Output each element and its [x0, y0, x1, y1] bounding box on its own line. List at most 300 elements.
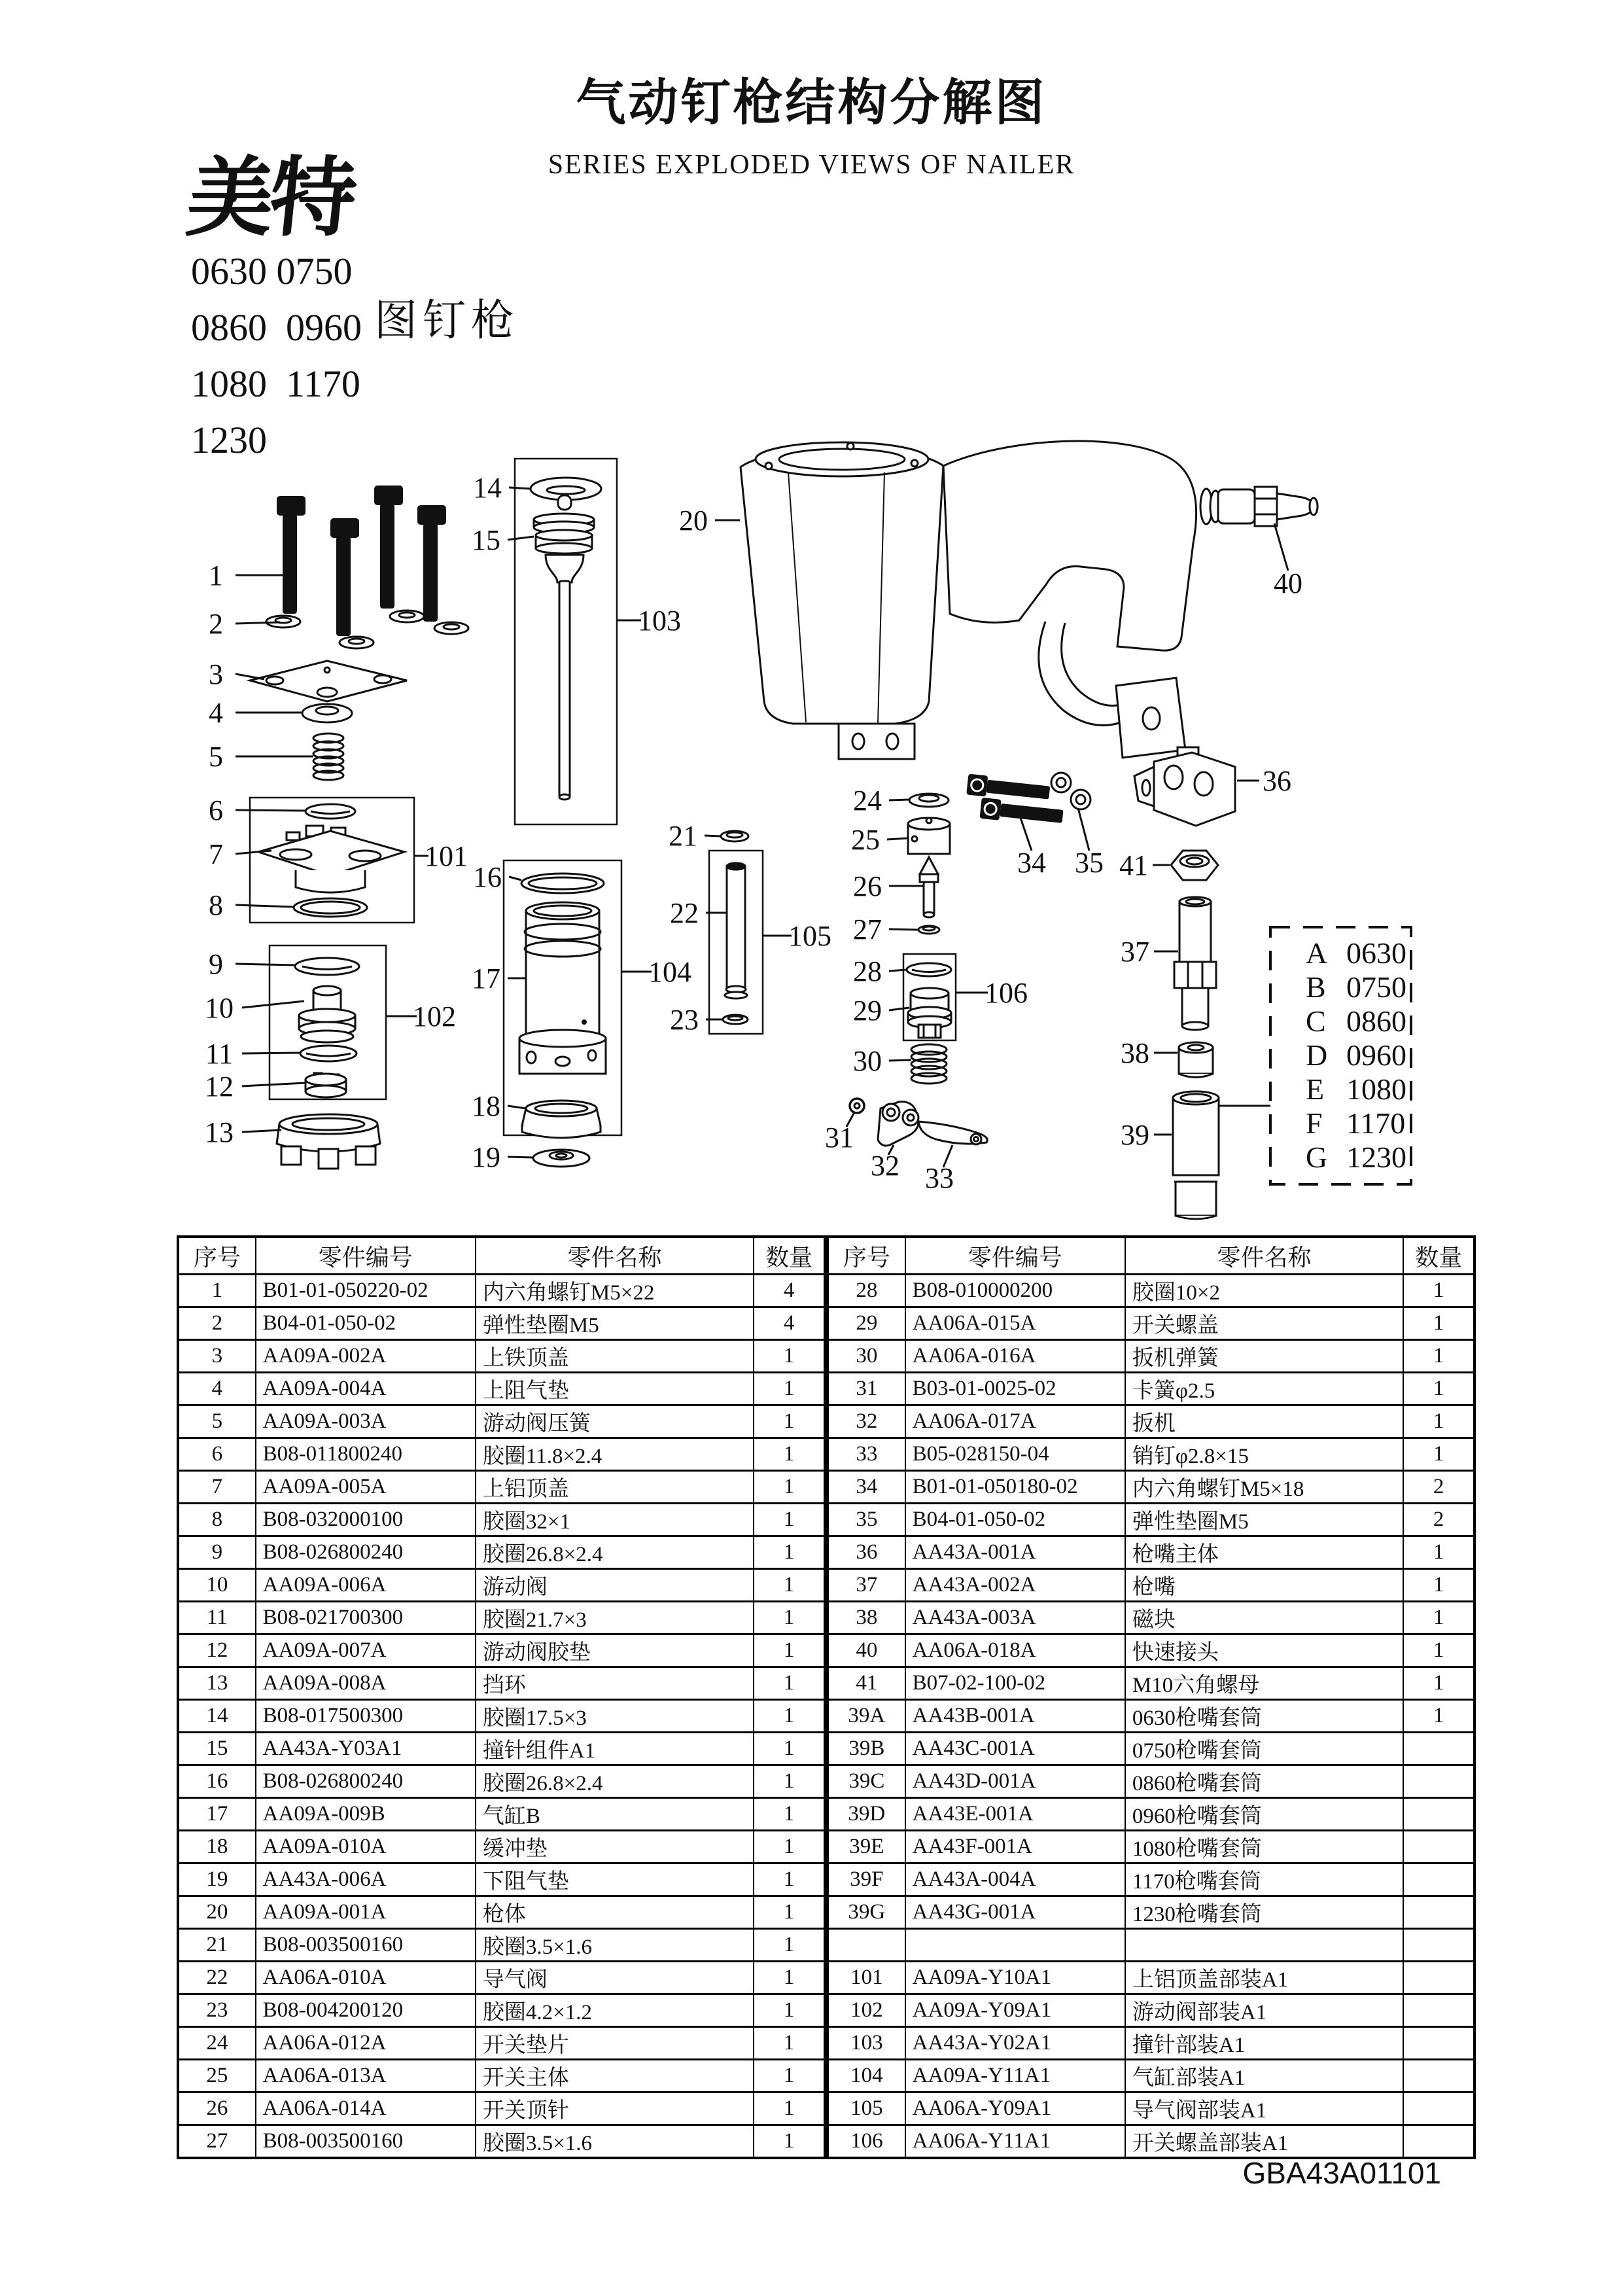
table-cell: 枪嘴主体: [1125, 1536, 1403, 1569]
table-cell: 1: [754, 1373, 825, 1405]
table-cell: 1: [754, 1765, 825, 1798]
table-cell: 导气阀部装A1: [1125, 2093, 1403, 2125]
callout-number: 21: [669, 820, 697, 852]
table-row: [828, 2027, 1475, 2060]
table-cell: M10六角螺母: [1125, 1667, 1403, 1700]
table-row: [178, 1536, 825, 1569]
table-row: [828, 1863, 1475, 1896]
table-cell: 11: [178, 1602, 256, 1634]
table-cell: 1: [754, 1340, 825, 1373]
callout-number: 6: [209, 794, 223, 826]
part-nozzle: [1174, 897, 1216, 1030]
table-cell: 21: [178, 1929, 256, 1962]
callout-number: 103: [638, 605, 681, 637]
callout-number: 1: [209, 559, 223, 592]
table-cell: [828, 1929, 905, 1962]
table-cell: 磁块: [1125, 1602, 1403, 1634]
table-cell: 1: [754, 2027, 825, 2060]
table-cell: 16: [178, 1765, 256, 1798]
table-cell: 1: [754, 1700, 825, 1733]
table-cell: 开关主体: [476, 2060, 754, 2093]
table-cell: 7: [178, 1471, 256, 1504]
table-cell: 39E: [828, 1831, 905, 1863]
table-cell: 1: [178, 1275, 256, 1307]
table-cell: [1403, 1962, 1475, 1994]
part-trigger-spring: [911, 1044, 947, 1084]
legend-model: 1230: [1346, 1140, 1406, 1174]
table-cell: AA43A-006A: [256, 1863, 476, 1896]
table-cell: AA09A-004A: [256, 1373, 476, 1405]
table-row: [178, 1798, 825, 1831]
table-cell: 游动阀胶垫: [476, 1634, 754, 1667]
table-row: [828, 1765, 1475, 1798]
legend-letter: A: [1306, 936, 1328, 970]
table-cell: B01-01-050220-02: [256, 1275, 476, 1307]
table-cell: 13: [178, 1667, 256, 1700]
callout-number: 33: [925, 1162, 954, 1194]
table-cell: 1: [754, 2125, 825, 2159]
table-row: [828, 1733, 1475, 1765]
page-subtitle: SERIES EXPLODED VIEWS OF NAILER: [548, 150, 1075, 180]
part-oring-21: [721, 831, 748, 841]
leader-line: [508, 1106, 526, 1108]
table-row: [178, 1733, 825, 1765]
leader-line: [236, 964, 296, 965]
leader-line: [236, 905, 294, 907]
table-row: [828, 1798, 1475, 1831]
table-cell: 扳机弹簧: [1125, 1340, 1403, 1373]
callout-number: 27: [853, 913, 882, 945]
table-row: [828, 2093, 1475, 2125]
table-cell: [1403, 2093, 1475, 2125]
table-cell: 1: [754, 1831, 825, 1863]
parts-table: [177, 1235, 1476, 2155]
table-cell: AA06A-013A: [256, 2060, 476, 2093]
callout-number: 5: [209, 741, 223, 773]
table-cell: [1403, 1896, 1475, 1929]
table-cell: 1: [754, 1504, 825, 1536]
table-row: [828, 1373, 1475, 1405]
table-cell: 101: [828, 1962, 905, 1994]
callout-number: 3: [209, 658, 223, 690]
table-row: [828, 1634, 1475, 1667]
table-cell: 1: [754, 1733, 825, 1765]
table-cell: 上铝顶盖: [476, 1471, 754, 1504]
model-number: 1230: [191, 419, 267, 461]
table-cell: 弹性垫圈M5: [476, 1307, 754, 1340]
table-cell: 1: [1403, 1307, 1475, 1340]
legend-model: 0860: [1346, 1004, 1406, 1038]
table-cell: 缓冲垫: [476, 1831, 754, 1863]
table-row: [178, 1863, 825, 1896]
table-row: [828, 2060, 1475, 2093]
callout-number: 20: [679, 504, 708, 537]
table-cell: 1: [1403, 1569, 1475, 1602]
legend-letter: G: [1306, 1140, 1328, 1174]
table-cell: [1403, 1994, 1475, 2027]
table-cell: AA06A-016A: [905, 1340, 1125, 1373]
table-cell: 8: [178, 1504, 256, 1536]
table-row: [178, 1569, 825, 1602]
table-cell: B08-017500300: [256, 1700, 476, 1733]
part-pin-lever: [918, 1122, 987, 1144]
table-row: [178, 1765, 825, 1798]
part-cylinder: [519, 902, 606, 1074]
column-header: 零件名称: [476, 1237, 754, 1275]
callout-number: 28: [853, 955, 882, 987]
table-cell: B08-021700300: [256, 1602, 476, 1634]
part-switch-pin: [920, 857, 938, 917]
table-cell: 1: [754, 1438, 825, 1471]
table-row: [828, 1438, 1475, 1471]
table-cell: 1: [754, 1569, 825, 1602]
part-retaining-ring: [277, 1114, 380, 1169]
table-cell: 15: [178, 1733, 256, 1765]
table-cell: B08-004200120: [256, 1994, 476, 2027]
callout-number: 38: [1121, 1037, 1149, 1069]
table-row: [178, 1634, 825, 1667]
table-cell: 38: [828, 1602, 905, 1634]
callout-number: 7: [209, 838, 223, 870]
part-oring-9: [295, 958, 359, 975]
callout-number: 29: [853, 995, 882, 1027]
part-trigger: [878, 1102, 918, 1146]
table-cell: 22: [178, 1962, 256, 1994]
table-cell: 1: [754, 1602, 825, 1634]
table-cell: 卡簧φ2.5: [1125, 1373, 1403, 1405]
table-cell: 3: [178, 1340, 256, 1373]
leader-line: [242, 1001, 304, 1008]
callout-number: 16: [473, 861, 502, 893]
table-cell: 1: [754, 1471, 825, 1504]
table-cell: 10: [178, 1569, 256, 1602]
table-cell: 32: [828, 1405, 905, 1438]
table-cell: [1403, 1831, 1475, 1863]
table-cell: 导气阀: [476, 1962, 754, 1994]
table-row: [178, 1307, 825, 1340]
part-valve-rubber-pad: [305, 1073, 346, 1097]
table-cell: 39F: [828, 1863, 905, 1896]
table-cell: 1230枪嘴套筒: [1125, 1896, 1403, 1929]
table-cell: B08-003500160: [256, 1929, 476, 1962]
table-cell: 销钉φ2.8×15: [1125, 1438, 1403, 1471]
callout-number: 39: [1121, 1119, 1149, 1151]
table-cell: 胶圈32×1: [476, 1504, 754, 1536]
table-cell: 气缸部装A1: [1125, 2060, 1403, 2093]
parts-table-right: [826, 1235, 1476, 2159]
table-cell: 气缸B: [476, 1798, 754, 1831]
table-cell: 下阻气垫: [476, 1863, 754, 1896]
column-header: 数量: [1403, 1237, 1475, 1275]
table-cell: 内六角螺钉M5×22: [476, 1275, 754, 1307]
table-cell: 1: [754, 1634, 825, 1667]
model-number: 0860 0960: [191, 306, 362, 349]
part-upper-air-pad: [302, 704, 352, 722]
table-row: [178, 1896, 825, 1929]
table-cell: AA43A-004A: [905, 1863, 1125, 1896]
table-cell: B08-011800240: [256, 1438, 476, 1471]
table-cell: AA43A-001A: [905, 1536, 1125, 1569]
table-cell: AA43A-002A: [905, 1569, 1125, 1602]
legend-model: 0960: [1346, 1038, 1406, 1072]
column-header: 数量: [754, 1237, 825, 1275]
column-header: 零件名称: [1125, 1237, 1403, 1275]
table-row: [828, 1700, 1475, 1733]
table-cell: 31: [828, 1373, 905, 1405]
table-cell: AA09A-Y11A1: [905, 2060, 1125, 2093]
leader-line: [508, 537, 534, 540]
part-aluminum-top-cover: [258, 826, 404, 892]
table-cell: 1: [754, 1798, 825, 1831]
table-cell: 19: [178, 1863, 256, 1896]
part-spring-washers: [266, 610, 468, 648]
table-cell: AA43A-Y02A1: [905, 2027, 1125, 2060]
table-cell: 5: [178, 1405, 256, 1438]
table-row: [178, 1602, 825, 1634]
table-cell: [1403, 2125, 1475, 2159]
table-cell: 枪嘴: [1125, 1569, 1403, 1602]
table-row: [828, 1504, 1475, 1536]
table-cell: AA43E-001A: [905, 1798, 1125, 1831]
table-cell: [1403, 2060, 1475, 2093]
table-cell: B05-028150-04: [905, 1438, 1125, 1471]
table-cell: 25: [178, 2060, 256, 2093]
table-cell: 1: [1403, 1373, 1475, 1405]
table-cell: 17: [178, 1798, 256, 1831]
legend-letter: B: [1306, 970, 1326, 1004]
table-cell: 1: [754, 1896, 825, 1929]
table-cell: 9: [178, 1536, 256, 1569]
table-row: [178, 2027, 825, 2060]
table-row: [178, 1471, 825, 1504]
table-cell: 14: [178, 1700, 256, 1733]
table-cell: 4: [754, 1275, 825, 1307]
leader-line: [509, 487, 531, 489]
leader-line: [1078, 808, 1089, 851]
table-cell: 1: [1403, 1602, 1475, 1634]
table-cell: 1: [1403, 1667, 1475, 1700]
callout-number: 12: [205, 1070, 234, 1103]
table-cell: 6: [178, 1438, 256, 1471]
table-cell: 37: [828, 1569, 905, 1602]
table-cell: AA43A-003A: [905, 1602, 1125, 1634]
table-cell: 1: [754, 1994, 825, 2027]
part-hex-nut: [1171, 851, 1218, 880]
table-row: [828, 1962, 1475, 1994]
table-cell: AA09A-001A: [256, 1896, 476, 1929]
table-cell: 胶圈10×2: [1125, 1275, 1403, 1307]
table-row: [828, 1405, 1475, 1438]
table-row: [178, 2093, 825, 2125]
table-cell: 102: [828, 1994, 905, 2027]
table-cell: 1: [1403, 1634, 1475, 1667]
table-cell: 胶圈3.5×1.6: [476, 1929, 754, 1962]
legend-model: 0750: [1346, 970, 1406, 1004]
leader-line: [236, 674, 264, 679]
table-cell: 1: [754, 1962, 825, 1994]
callout-number: 10: [205, 992, 234, 1024]
part-oring-27: [918, 926, 939, 934]
table-cell: 0630枪嘴套筒: [1125, 1700, 1403, 1733]
table-row: [178, 1929, 825, 1962]
table-cell: 104: [828, 2060, 905, 2093]
leader-line: [1274, 523, 1288, 571]
table-cell: 23: [178, 1994, 256, 2027]
table-cell: 26: [178, 2093, 256, 2125]
table-cell: 胶圈26.8×2.4: [476, 1765, 754, 1798]
callout-number: 19: [472, 1141, 500, 1173]
table-cell: AA06A-Y11A1: [905, 2125, 1125, 2159]
table-cell: 内六角螺钉M5×18: [1125, 1471, 1403, 1504]
page-title: 气动钉枪结构分解图: [576, 76, 1047, 131]
table-row: [828, 2125, 1475, 2159]
part-top-iron-cover: [250, 661, 407, 701]
table-row: [828, 1929, 1475, 1962]
table-cell: AA09A-006A: [256, 1569, 476, 1602]
table-cell: 1: [754, 1929, 825, 1962]
table-cell: 35: [828, 1504, 905, 1536]
table-cell: 34: [828, 1471, 905, 1504]
table-cell: AA43A-Y03A1: [256, 1733, 476, 1765]
table-row: [178, 1340, 825, 1373]
callout-number: 35: [1075, 847, 1104, 879]
table-cell: 1: [1403, 1275, 1475, 1307]
table-cell: AA43B-001A: [905, 1700, 1125, 1733]
table-cell: 36: [828, 1536, 905, 1569]
table-cell: 1: [754, 1863, 825, 1896]
model-number: 1080 1170: [191, 362, 360, 405]
table-cell: 40: [828, 1634, 905, 1667]
callout-number: 23: [670, 1004, 699, 1036]
callout-number: 104: [648, 956, 691, 988]
table-row: [828, 1667, 1475, 1700]
table-row: [828, 1307, 1475, 1340]
table-row: [178, 1405, 825, 1438]
table-cell: 撞针组件A1: [476, 1733, 754, 1765]
table-cell: AA09A-008A: [256, 1667, 476, 1700]
table-cell: AA43G-001A: [905, 1896, 1125, 1929]
table-row: [178, 1831, 825, 1863]
table-cell: AA09A-010A: [256, 1831, 476, 1863]
table-cell: AA09A-005A: [256, 1471, 476, 1504]
part-nose-main-body: [1134, 747, 1235, 826]
table-cell: 游动阀: [476, 1569, 754, 1602]
table-row: [178, 1700, 825, 1733]
table-cell: B04-01-050-02: [256, 1307, 476, 1340]
table-cell: B01-01-050180-02: [905, 1471, 1125, 1504]
table-cell: 18: [178, 1831, 256, 1863]
part-oring-28: [907, 963, 951, 976]
table-row: [828, 1471, 1475, 1504]
table-row: [828, 1994, 1475, 2027]
part-oring-16: [521, 874, 604, 893]
table-cell: 游动阀部装A1: [1125, 1994, 1403, 2027]
legend-model: 1170: [1346, 1106, 1406, 1140]
table-cell: [1403, 2027, 1475, 2060]
table-cell: 27: [178, 2125, 256, 2159]
part-switch-body: [908, 818, 950, 854]
table-cell: B04-01-050-02: [905, 1504, 1125, 1536]
callout-number: 102: [413, 1000, 456, 1033]
table-cell: 枪体: [476, 1896, 754, 1929]
table-row: [828, 1896, 1475, 1929]
table-cell: 29: [828, 1307, 905, 1340]
callout-number: 41: [1119, 849, 1148, 881]
leader-line: [889, 1008, 909, 1010]
table-cell: 39G: [828, 1896, 905, 1929]
table-cell: B03-01-0025-02: [905, 1373, 1125, 1405]
table-cell: AA09A-003A: [256, 1405, 476, 1438]
table-cell: 1: [754, 2060, 825, 2093]
legend-letter: D: [1306, 1038, 1328, 1072]
table-cell: B07-02-100-02: [905, 1667, 1125, 1700]
table-row: [828, 1831, 1475, 1863]
table-cell: 开关顶针: [476, 2093, 754, 2125]
part-oring-8: [294, 898, 367, 917]
table-cell: 1: [754, 2093, 825, 2125]
leader-line: [236, 810, 305, 811]
table-cell: [1403, 1929, 1475, 1962]
callout-number: 25: [851, 824, 880, 856]
table-cell: [1403, 1863, 1475, 1896]
table-cell: 胶圈21.7×3: [476, 1602, 754, 1634]
table-header-row: [828, 1237, 1475, 1275]
part-gun-body: [741, 441, 1196, 759]
table-cell: 胶圈17.5×3: [476, 1700, 754, 1733]
part-quick-connector: [1200, 487, 1318, 526]
callout-number: 17: [472, 963, 500, 995]
exploded-view-diagram: [0, 406, 1623, 1231]
leader-line: [1021, 818, 1032, 851]
callout-number: 2: [209, 608, 223, 640]
table-cell: 游动阀压簧: [476, 1405, 754, 1438]
table-cell: [1403, 1798, 1475, 1831]
table-cell: AA43D-001A: [905, 1765, 1125, 1798]
table-cell: 4: [178, 1373, 256, 1405]
table-cell: 1: [1403, 1536, 1475, 1569]
parts-table-left: [177, 1235, 826, 2159]
part-oring-23: [723, 1015, 748, 1024]
leader-line: [236, 622, 280, 624]
legend-letter: E: [1306, 1072, 1325, 1106]
callout-number: 32: [871, 1150, 899, 1182]
table-cell: 胶圈26.8×2.4: [476, 1536, 754, 1569]
legend-letter: C: [1306, 1004, 1326, 1038]
table-cell: 39D: [828, 1798, 905, 1831]
table-cell: 开关螺盖部装A1: [1125, 2125, 1403, 2159]
table-cell: 1: [1403, 1438, 1475, 1471]
table-cell: 4: [754, 1307, 825, 1340]
callout-number: 34: [1017, 847, 1046, 879]
table-cell: AA09A-002A: [256, 1340, 476, 1373]
table-cell: 24: [178, 2027, 256, 2060]
table-row: [178, 1438, 825, 1471]
table-cell: 20: [178, 1896, 256, 1929]
leader-line: [889, 970, 907, 971]
table-cell: 上铁顶盖: [476, 1340, 754, 1373]
leader-line: [889, 929, 918, 930]
table-cell: 30: [828, 1340, 905, 1373]
table-cell: AA06A-010A: [256, 1962, 476, 1994]
table-cell: 1080枪嘴套筒: [1125, 1831, 1403, 1863]
legend-model: 1080: [1346, 1072, 1406, 1106]
leader-line: [509, 877, 521, 880]
table-cell: 41: [828, 1667, 905, 1700]
callout-number: 14: [473, 472, 502, 504]
table-cell: 弹性垫圈M5: [1125, 1504, 1403, 1536]
callout-number: 9: [209, 948, 223, 980]
part-switch-screw-cap: [908, 988, 951, 1038]
